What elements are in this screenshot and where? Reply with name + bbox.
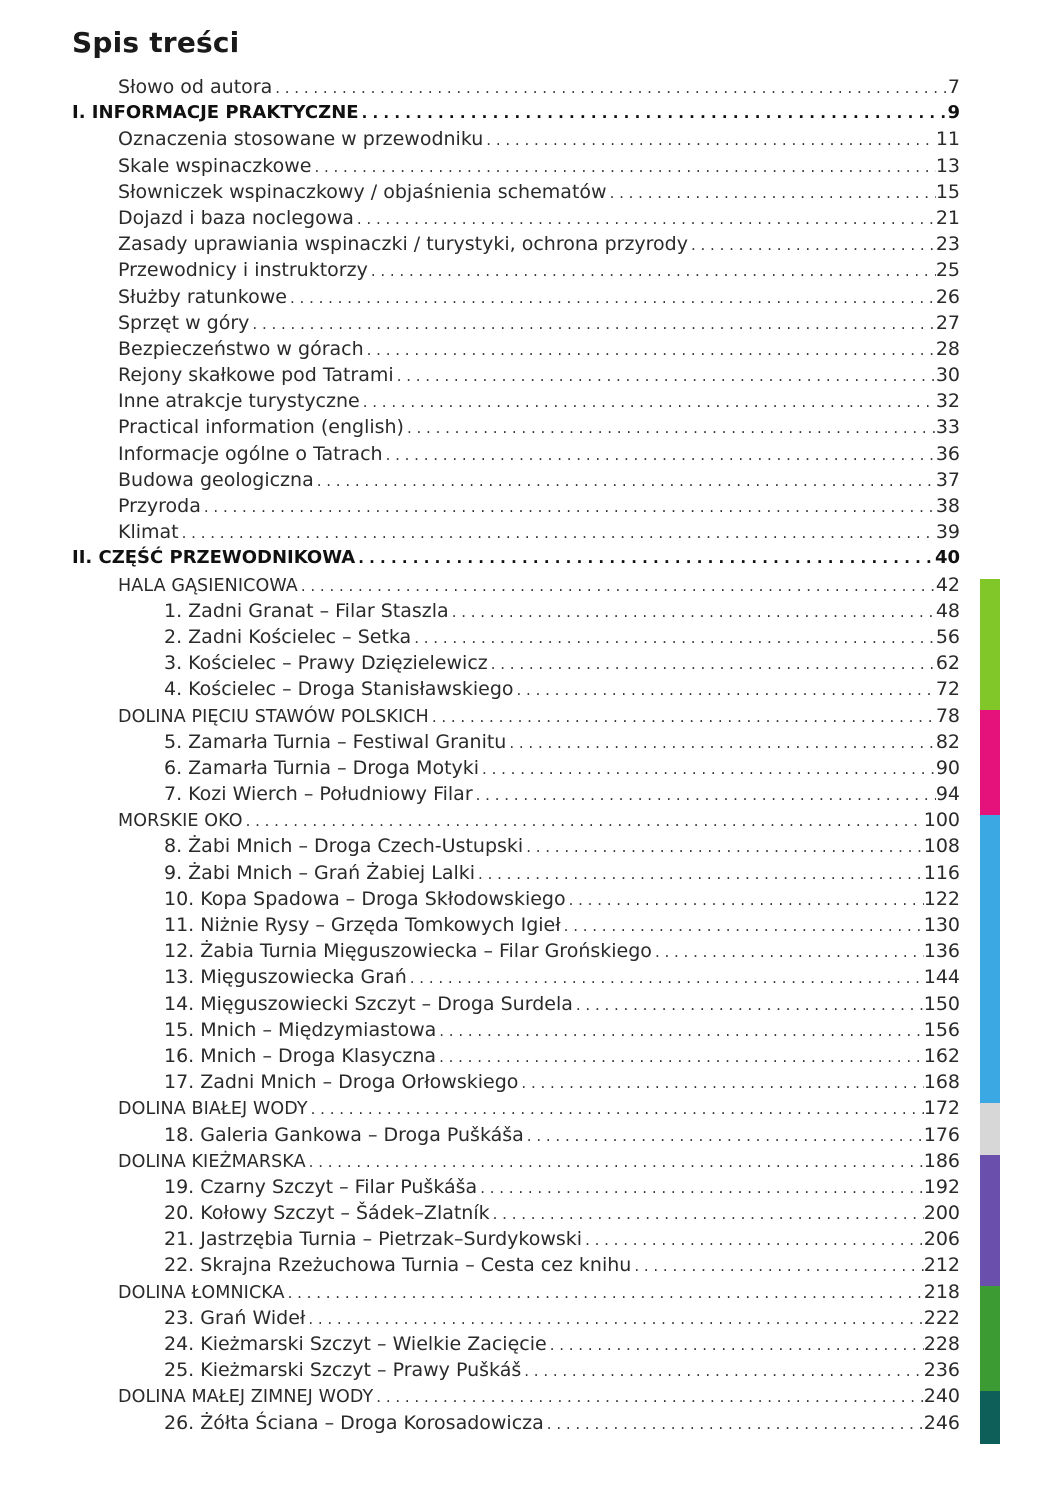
- toc-page-number: 200: [923, 1202, 960, 1225]
- dot-leader: [523, 834, 924, 859]
- dot-leader: [314, 468, 936, 493]
- dot-leader: [364, 337, 936, 362]
- toc-page-number: 212: [923, 1254, 960, 1277]
- toc-entry-label: Bezpieczeństwo w górach: [118, 337, 364, 360]
- toc-route-entry[interactable]: [72, 1200, 960, 1226]
- toc-entry-label: 14. Mięguszowiecki Szczyt – Droga Surdela: [164, 992, 573, 1015]
- toc-page-number: 192: [923, 1175, 960, 1198]
- dot-leader: [475, 861, 924, 886]
- toc-entry-label: 26. Żółta Ściana – Droga Korosadowicza: [164, 1411, 544, 1434]
- toc-entry-label: 13. Mięguszowiecka Grań: [164, 966, 407, 989]
- dot-leader: [688, 232, 936, 257]
- page-title: Spis treści: [72, 26, 240, 59]
- toc-route-entry[interactable]: [72, 1069, 960, 1095]
- toc-section-heading[interactable]: [72, 545, 960, 571]
- toc-entry-label: I. INFORMACJE PRAKTYCZNE: [72, 102, 359, 124]
- toc-entry-label: 16. Mnich – Droga Klasyczna: [164, 1044, 437, 1067]
- toc-route-entry[interactable]: [72, 1331, 960, 1357]
- dot-leader: [354, 206, 936, 231]
- dot-leader: [449, 599, 936, 624]
- toc-entry-label: 9. Żabi Mnich – Grań Żabiej Lalki: [164, 861, 476, 884]
- toc-entry-label: Służby ratunkowe: [118, 285, 287, 308]
- dot-leader: [488, 651, 936, 676]
- toc-entry-label: Przewodnicy i instruktorzy: [118, 259, 368, 282]
- toc-entry-label: HALA GĄSIENICOWA: [118, 575, 298, 596]
- toc-page-number: 7: [947, 76, 960, 98]
- toc-entry-label: 1. Zadni Granat – Filar Staszla: [164, 599, 449, 622]
- toc-page-number: 228: [923, 1333, 960, 1355]
- toc-entry-label: 7. Kozi Wierch – Południowy Filar: [164, 783, 473, 806]
- toc-entry-label: Oznaczenia stosowane w przewodniku: [118, 128, 484, 151]
- toc-route-entry[interactable]: [72, 729, 960, 755]
- toc-entry-label: Dojazd i baza noclegowa: [118, 206, 354, 229]
- toc-route-entry[interactable]: [72, 938, 960, 964]
- dot-leader: [243, 808, 924, 833]
- dot-leader: [631, 1253, 923, 1278]
- toc-page-number: 27: [935, 311, 960, 334]
- toc-entry[interactable]: [72, 179, 960, 205]
- dot-leader: [582, 1227, 924, 1252]
- toc-entry-label: 19. Czarny Szczyt – Filar Puškáša: [164, 1175, 478, 1198]
- dot-leader: [306, 1149, 924, 1174]
- toc-page-number: 48: [935, 599, 960, 622]
- section-color-tab: [980, 1155, 1000, 1286]
- toc-page-number: 218: [923, 1280, 960, 1303]
- toc-page-number: 13: [935, 154, 960, 177]
- section-color-tab: [980, 1286, 1000, 1391]
- toc-page-number: 72: [935, 678, 960, 701]
- toc-entry-label: Informacje ogólne o Tatrach: [118, 442, 383, 465]
- toc-entry-label: DOLINA BIAŁEJ WODY: [118, 1099, 308, 1120]
- dot-leader: [652, 939, 924, 964]
- toc-page-number: 130: [923, 914, 960, 936]
- dot-leader: [298, 573, 936, 598]
- dot-leader: [311, 154, 935, 179]
- toc-entry-label: 3. Kościelec – Prawy Dzięzielewicz: [164, 652, 488, 675]
- dot-leader: [521, 1358, 923, 1383]
- toc-route-entry[interactable]: [72, 1174, 960, 1200]
- section-color-tabs: [980, 579, 1000, 1444]
- toc-entry[interactable]: [72, 493, 960, 519]
- toc-route-entry[interactable]: [72, 1252, 960, 1278]
- toc-page-number: 40: [934, 547, 960, 569]
- dot-leader: [308, 1096, 924, 1121]
- toc-route-entry[interactable]: [72, 912, 960, 938]
- toc-page-number: 162: [923, 1044, 960, 1067]
- toc-entry[interactable]: [72, 362, 960, 388]
- section-color-tab: [980, 579, 1000, 710]
- section-color-tab: [980, 710, 1000, 815]
- toc-page-number: 172: [923, 1097, 960, 1120]
- toc-route-entry[interactable]: [72, 1410, 960, 1436]
- dot-leader: [407, 965, 924, 990]
- toc-page-number: 28: [935, 337, 960, 360]
- toc-route-entry[interactable]: [72, 833, 960, 859]
- toc-page-number: 9: [947, 102, 960, 124]
- dot-leader: [360, 389, 936, 414]
- toc-entry[interactable]: [72, 126, 960, 152]
- dot-leader: [373, 1384, 923, 1409]
- toc-entry-label: 25. Kieżmarski Szczyt – Prawy Puškáš: [164, 1359, 522, 1382]
- toc-entry-label: Budowa geologiczna: [118, 468, 314, 491]
- toc-entry-label: Przyroda: [118, 495, 201, 517]
- toc-page-number: 21: [935, 206, 960, 229]
- toc-page-number: 246: [923, 1411, 960, 1434]
- toc-route-entry[interactable]: [72, 624, 960, 650]
- toc-entry-label: 20. Kołowy Szczyt – Šádek–Zlatník: [164, 1202, 490, 1225]
- toc-route-entry[interactable]: [72, 1226, 960, 1252]
- toc-entry-label: 10. Kopa Spadowa – Droga Skłodowskiego: [164, 887, 566, 910]
- dot-leader: [436, 1044, 924, 1069]
- toc-page-number: 94: [935, 783, 960, 806]
- dot-leader: [566, 887, 924, 912]
- dot-leader: [249, 311, 935, 336]
- dot-leader: [359, 100, 948, 126]
- dot-leader: [561, 913, 924, 938]
- toc-page-number: 222: [923, 1306, 960, 1329]
- toc-entry[interactable]: [72, 1279, 960, 1305]
- toc-entry-label: 2. Zadni Kościelec – Setka: [164, 625, 412, 648]
- dot-leader: [179, 520, 936, 545]
- toc-entry-label: 8. Żabi Mnich – Droga Czech-Ustupski: [164, 835, 524, 858]
- toc-entry[interactable]: [72, 572, 960, 598]
- toc-entry[interactable]: [72, 441, 960, 467]
- toc-entry-label: 21. Jastrzębia Turnia – Pietrzak–Surdykowski: [164, 1228, 583, 1251]
- toc-entry[interactable]: [72, 257, 960, 283]
- toc-page-number: 23: [935, 233, 960, 256]
- toc-route-entry[interactable]: [72, 1357, 960, 1383]
- toc-section-heading[interactable]: [72, 100, 960, 126]
- toc-route-entry[interactable]: [72, 1305, 960, 1331]
- toc-entry-label: II. CZĘŚĆ PRZEWODNIKOWA: [72, 547, 356, 569]
- dot-leader: [394, 363, 936, 388]
- dot-leader: [479, 756, 936, 781]
- toc-page-number: 82: [935, 730, 960, 753]
- toc-entry[interactable]: [72, 807, 960, 833]
- table-of-contents: [72, 74, 960, 1436]
- toc-entry-label: DOLINA PIĘCIU STAWÓW POLSKICH: [118, 706, 429, 727]
- dot-leader: [411, 625, 936, 650]
- toc-entry-label: Inne atrakcje turystyczne: [118, 390, 360, 413]
- dot-leader: [272, 75, 948, 100]
- toc-page-number: 56: [935, 625, 960, 648]
- toc-entry[interactable]: [72, 1095, 960, 1121]
- toc-entry-label: Słowo od autora: [118, 76, 273, 98]
- toc-route-entry[interactable]: [72, 860, 960, 886]
- toc-entry[interactable]: [72, 336, 960, 362]
- toc-entry-label: DOLINA MAŁEJ ZIMNEJ WODY: [118, 1387, 374, 1408]
- dot-leader: [524, 1123, 924, 1148]
- toc-page-number: 240: [923, 1385, 960, 1408]
- toc-page-number: 78: [935, 704, 960, 727]
- toc-page-number: 136: [923, 940, 960, 963]
- toc-entry[interactable]: [72, 310, 960, 336]
- toc-entry[interactable]: [72, 284, 960, 310]
- toc-entry-label: 22. Skrajna Rzeżuchowa Turnia – Cesta cez knihu: [164, 1254, 632, 1277]
- dot-leader: [287, 285, 936, 310]
- toc-page-number: 38: [935, 495, 960, 517]
- dot-leader: [544, 1411, 924, 1436]
- toc-entry[interactable]: [72, 703, 960, 729]
- toc-entry-label: 12. Żabia Turnia Mięguszowiecka – Filar Grońskiego: [164, 940, 652, 963]
- toc-route-entry[interactable]: [72, 886, 960, 912]
- toc-page-number: 37: [935, 468, 960, 491]
- dot-leader: [404, 415, 936, 440]
- toc-entry[interactable]: [72, 414, 960, 440]
- dot-leader: [547, 1332, 924, 1357]
- toc-entry-label: DOLINA KIEŻMARSKA: [118, 1151, 306, 1172]
- toc-page-number: 122: [923, 887, 960, 910]
- dot-leader: [201, 494, 936, 519]
- toc-entry[interactable]: [72, 519, 960, 545]
- toc-entry-label: Skale wspinaczkowe: [118, 154, 312, 177]
- toc-entry-label: 18. Galeria Gankowa – Droga Puškáša: [164, 1123, 524, 1146]
- dot-leader: [383, 442, 936, 467]
- toc-entry-label: Zasady uprawiania wspinaczki / turystyki, ochrona przyrody: [118, 233, 688, 256]
- dot-leader: [355, 545, 935, 571]
- toc-entry[interactable]: [72, 74, 960, 100]
- toc-entry[interactable]: [72, 205, 960, 231]
- toc-page-number: 176: [923, 1123, 960, 1146]
- toc-page-number: 36: [935, 442, 960, 465]
- toc-page-number: 90: [935, 756, 960, 779]
- toc-route-entry[interactable]: [72, 598, 960, 624]
- toc-page-number: 144: [923, 966, 960, 989]
- toc-page-number: 11: [935, 128, 960, 151]
- toc-page-number: 108: [923, 835, 960, 858]
- dot-leader: [607, 180, 936, 205]
- toc-route-entry[interactable]: [72, 676, 960, 702]
- toc-page-number: 15: [935, 180, 960, 203]
- toc-route-entry[interactable]: [72, 1043, 960, 1069]
- dot-leader: [285, 1280, 924, 1305]
- toc-entry-label: Słowniczek wspinaczkowy / objaśnienia schematów: [118, 180, 607, 203]
- toc-entry-label: Practical information (english): [118, 416, 404, 439]
- dot-leader: [368, 258, 936, 283]
- dot-leader: [436, 1018, 923, 1043]
- toc-entry[interactable]: [72, 388, 960, 414]
- dot-leader: [518, 1070, 923, 1095]
- toc-entry-label: Klimat: [118, 521, 179, 544]
- section-color-tab: [980, 1391, 1000, 1443]
- toc-route-entry[interactable]: [72, 650, 960, 676]
- toc-entry-label: DOLINA ŁOMNICKA: [118, 1282, 285, 1303]
- dot-leader: [514, 677, 936, 702]
- toc-page-number: 206: [923, 1228, 960, 1251]
- toc-entry-label: 24. Kieżmarski Szczyt – Wielkie Zacięcie: [164, 1333, 547, 1355]
- toc-route-entry[interactable]: [72, 781, 960, 807]
- toc-route-entry[interactable]: [72, 964, 960, 990]
- toc-entry-label: 23. Grań Wideł: [164, 1306, 306, 1329]
- toc-page-number: 39: [935, 521, 960, 544]
- toc-page-number: 30: [935, 364, 960, 387]
- toc-page-number: 150: [923, 992, 960, 1015]
- toc-page-number: 26: [935, 285, 960, 308]
- toc-page-number: 32: [935, 390, 960, 413]
- toc-entry-label: Rejony skałkowe pod Tatrami: [118, 364, 394, 387]
- dot-leader: [506, 730, 935, 755]
- dot-leader: [490, 1201, 924, 1226]
- toc-page-number: 42: [935, 573, 960, 596]
- toc-entry[interactable]: [72, 1148, 960, 1174]
- toc-route-entry[interactable]: [72, 1122, 960, 1148]
- toc-route-entry[interactable]: [72, 1017, 960, 1043]
- toc-entry-label: 17. Zadni Mnich – Droga Orłowskiego: [164, 1071, 519, 1094]
- toc-page-number: 116: [923, 861, 960, 884]
- toc-route-entry[interactable]: [72, 755, 960, 781]
- section-color-tab: [980, 815, 1000, 1103]
- toc-page-number: 62: [935, 652, 960, 675]
- toc-entry-label: 11. Niżnie Rysy – Grzęda Tomkowych Igieł: [164, 914, 561, 936]
- toc-page-number: 156: [923, 1018, 960, 1041]
- dot-leader: [429, 704, 936, 729]
- toc-entry-label: 4. Kościelec – Droga Stanisławskiego: [164, 678, 514, 701]
- toc-page-number: 186: [923, 1149, 960, 1172]
- toc-page-number: 25: [935, 259, 960, 282]
- toc-entry[interactable]: [72, 1383, 960, 1409]
- toc-entry-label: MORSKIE OKO: [118, 811, 243, 832]
- toc-page-number: 236: [923, 1359, 960, 1382]
- section-color-tab: [980, 1103, 1000, 1155]
- toc-page-number: 100: [923, 809, 960, 832]
- dot-leader: [483, 127, 936, 152]
- toc-entry[interactable]: [72, 231, 960, 257]
- toc-entry[interactable]: [72, 467, 960, 493]
- toc-entry-label: Sprzęt w góry: [118, 311, 250, 334]
- toc-page-number: 33: [935, 416, 960, 439]
- dot-leader: [573, 992, 924, 1017]
- toc-entry-label: 5. Zamarła Turnia – Festiwal Granitu: [164, 730, 507, 753]
- toc-page-number: 168: [923, 1071, 960, 1094]
- toc-entry-label: 6. Zamarła Turnia – Droga Motyki: [164, 756, 480, 779]
- toc-entry[interactable]: [72, 153, 960, 179]
- toc-route-entry[interactable]: [72, 991, 960, 1017]
- toc-entry-label: 15. Mnich – Międzymiastowa: [164, 1018, 437, 1041]
- dot-leader: [473, 782, 936, 807]
- dot-leader: [477, 1175, 924, 1200]
- dot-leader: [305, 1306, 923, 1331]
